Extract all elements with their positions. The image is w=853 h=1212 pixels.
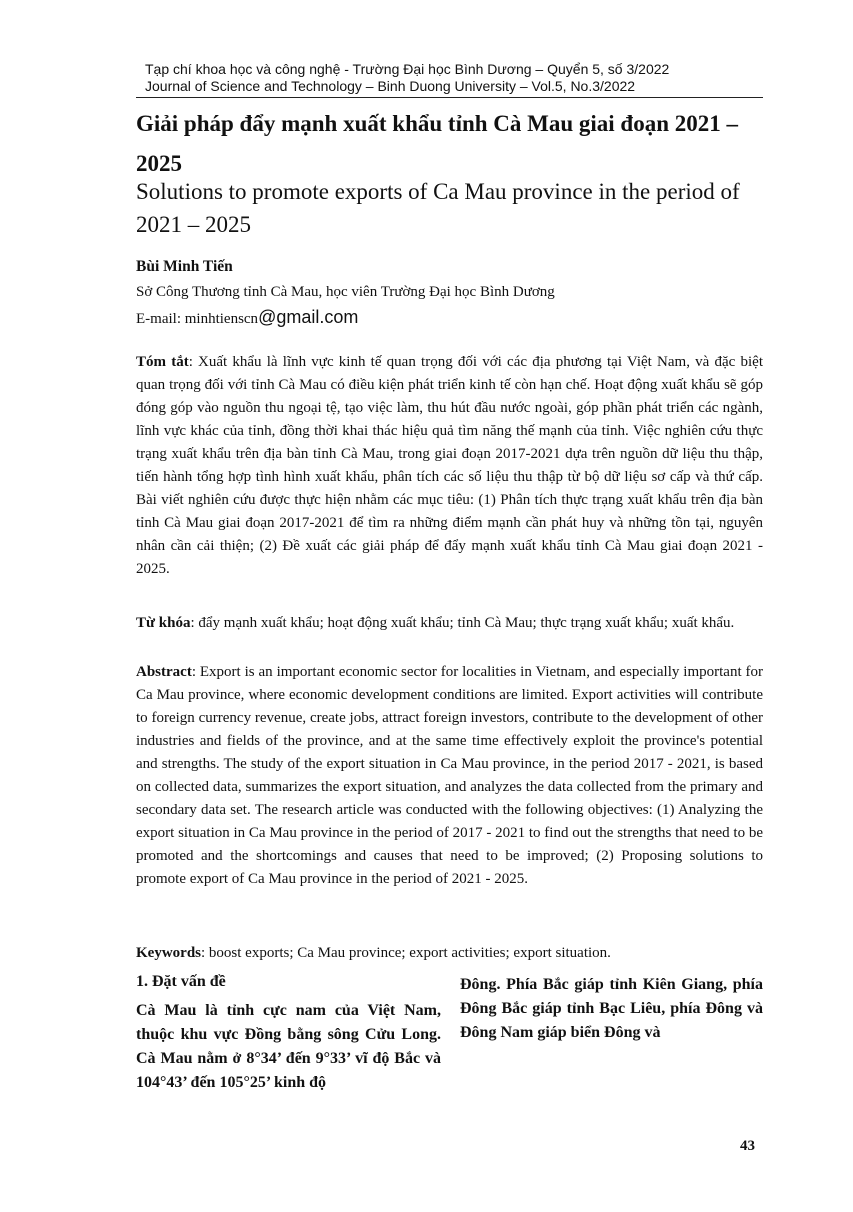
page-number: 43 <box>740 1138 755 1154</box>
email-domain: @gmail.com <box>258 307 359 327</box>
body-column-left: Cà Mau là tỉnh cực nam của Việt Nam, thuộc khu vực Đồng bằng sông Cửu Long. Cà Mau nằm ở 8°34’ đến 9°33’ vĩ độ Bắc và 104°43’ đến 105°25’ kinh độ <box>136 1002 441 1091</box>
journal-header-vi: Tạp chí khoa học và công nghệ - Trường Đại học Bình Dương – Quyển 5, số 3/2022 <box>145 61 670 77</box>
email-label: E-mail: minhtienscn <box>136 311 259 327</box>
abstract-english <box>136 661 763 891</box>
author-affiliation: Sở Công Thương tỉnh Cà Mau, học viên Trường Đại học Bình Dương <box>136 284 555 300</box>
section-heading: 1. Đặt vấn đề <box>136 973 226 990</box>
abstract-en-text: : Export is an important economic sector for localities in Vietnam, and especially important for Ca Mau province, where economic development conditions are limited. Export activities will contribute to foreign currency revenue, create jobs, attract foreign investors, contribute to the development of other industries and fields of the province, and at the same time effectively exploit the province's potential and strengths. The study of the export situation in Ca Mau province, in the period 2017 - 2021, is based on collected data, summarizes the export situation, and analyzes the data collected from the primary and secondary data set. The research article was conducted with the following objectives: (1) Analyzing the export situation in Ca Mau province in the period of 2017 - 2021 to find out the strengths that need to be promoted and the shortcomings and causes that need to be improved; (2) Proposing solutions to promote export of Ca Mau province in the period of 2021 - 2025. <box>136 664 763 887</box>
journal-header-en: Journal of Science and Technology – Binh Duong University – Vol.5, No.3/2022 <box>145 78 636 94</box>
title-english: Solutions to promote exports of Ca Mau province in the period of 2021 – 2025 <box>136 179 740 237</box>
abstract-en-label: Abstract <box>136 664 192 680</box>
keywords-en-label: Keywords <box>136 945 201 961</box>
keywords-en-text: : boost exports; Ca Mau province; export activities; export situation. <box>201 945 611 961</box>
keywords-vi-label: Từ khóa <box>136 615 191 631</box>
keywords-vi-text: : đẩy mạnh xuất khẩu; hoạt động xuất khẩu; tỉnh Cà Mau; thực trạng xuất khẩu; xuất khẩu. <box>190 615 735 631</box>
body-column-right: Đông. Phía Bắc giáp tỉnh Kiên Giang, phía Đông Bắc giáp tỉnh Bạc Liêu, phía Đông và Đông Nam giáp biển Đông và <box>460 976 763 1041</box>
title-vietnamese: Giải pháp đẩy mạnh xuất khẩu tỉnh Cà Mau giai đoạn 2021 – 2025 <box>136 111 739 176</box>
keywords-vietnamese <box>136 612 763 635</box>
abstract-vi-text: : Xuất khẩu là lĩnh vực kinh tế quan trọng đối với các địa phương tại Việt Nam, và đặc biệt quan trọng đối với tỉnh Cà Mau có điều kiện phát triển kinh tế còn hạn chế. Hoạt động xuất khẩu sẽ góp đóng góp vào nguồn thu ngoại tệ, tạo việc làm, thu hút đầu nước ngoài, góp phần phát triển các ngành, lĩnh vực khác của tỉnh, đồng thời khai thác hiệu quả tìm năng thế mạnh của tỉnh. Việc nghiên cứu thực trạng xuất khẩu trên địa bàn tỉnh Cà Mau, trong giai đoạn 2017-2021 dựa trên nguồn dữ liệu thu thập, tiến hành tổng hợp tình hình xuất khẩu, phân tích các số liệu thu thập từ bộ dữ liệu sơ cấp và thứ cấp. Bài viết nghiên cứu được thực hiện nhằm các mục tiêu: (1) Phân tích thực trạng xuất khẩu trên địa bàn tỉnh Cà Mau giai đoạn 2017-2021 để tìm ra những điểm mạnh cần phát huy và những tồn tại, nguyên nhân cần cải thiện; (2) Đề xuất các giải pháp để đẩy mạnh xuất khẩu tỉnh Cà Mau giai đoạn 2021 - 2025. <box>136 354 763 577</box>
header-rule <box>136 97 763 98</box>
abstract-vi-label: Tóm tắt <box>136 354 189 370</box>
keywords-english <box>136 942 763 965</box>
author-email <box>136 307 358 328</box>
abstract-vietnamese <box>136 351 763 581</box>
author-name: Bùi Minh Tiến <box>136 258 233 275</box>
